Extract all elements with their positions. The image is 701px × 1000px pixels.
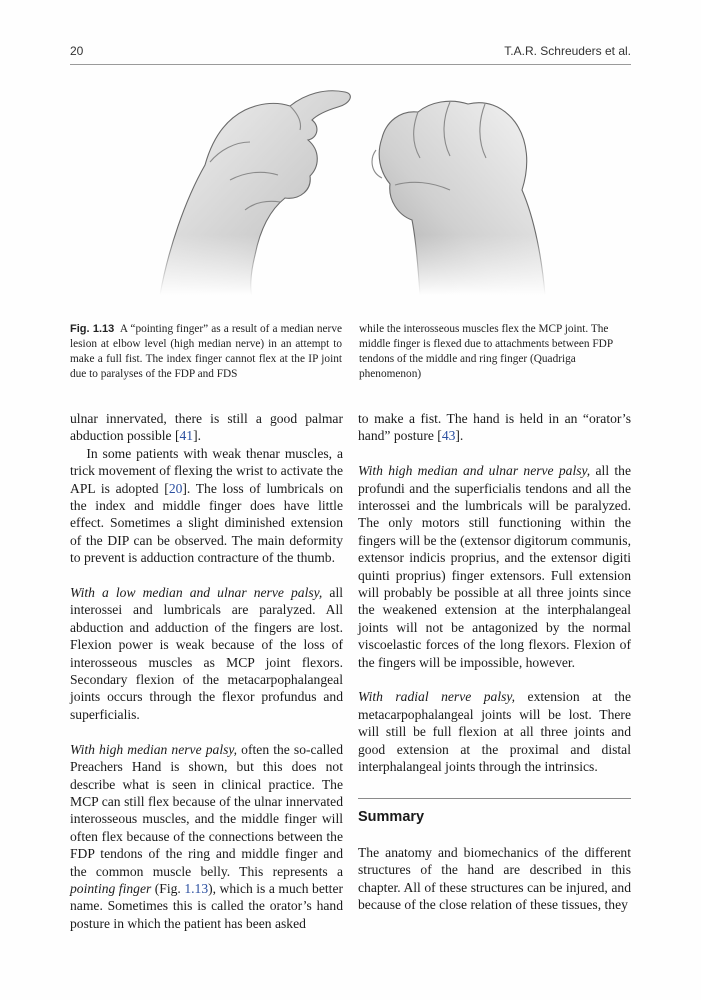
figure-caption-part-1 <box>70 322 342 382</box>
paragraph: With high median nerve palsy, often the so-called Preachers Hand is shown, but this does not describe what is seen in clinical practice. The MCP can still flex because of the ulnar innervated interosseous muscles, and the middle finger will often flex because of the connections between the FDP tendons of the ring and middle finger and the common muscle belly. This represents a pointing finger (Fig. 1.13), which is a much better name. Sometimes this is called the orator’s hand posture in which the patient has been asked <box>70 741 344 931</box>
citation-link[interactable]: 43 <box>441 428 456 444</box>
paragraph: to make a fist. The hand is held in an “orator’s hand” posture [43]. <box>358 411 631 444</box>
citation-link[interactable]: 41 <box>179 428 194 444</box>
paragraph: The anatomy and biomechanics of the different structures of the hand are described in this chapter. All of these structures can be injured, and because of the close relation of these tissues, they <box>358 844 631 913</box>
right-text-column <box>358 410 631 914</box>
running-authors: T.A.R. Schreuders et al. <box>504 44 631 58</box>
page-number: 20 <box>70 44 84 58</box>
hands-drawing <box>150 80 550 295</box>
caption-text-1: A “pointing finger” as a result of a median nerve lesion at elbow level (high median nerve) in an attempt to make a full fist. The index finger cannot flex at the IP joint due to paralyses of the FDP and FDS <box>70 323 342 380</box>
figure-label: Fig. 1.13 <box>70 323 115 335</box>
section-divider <box>358 798 631 799</box>
caption-text-2: while the interosseous muscles flex the MCP joint. The middle finger is flexed due to attachments between FDP tendons of the middle and ring finger (Quadriga phenomenon) <box>359 323 613 380</box>
running-header <box>70 44 631 65</box>
left-text-column <box>70 410 343 932</box>
paragraph: In some patients with weak thenar muscles, a trick movement of flexing the wrist to activate the APL is adopted [20]. The loss of lumbricals on the index and middle finger does have little effect. Sometimes a slight diminished extension of the DIP can be observed. The main deformity to prevent is adduction contracture of the thumb. <box>70 445 344 566</box>
figure-reference-link[interactable]: 1.13 <box>184 880 209 896</box>
paragraph: With high median and ulnar nerve palsy, all the profundi and the superficialis tendons and all the interossei and the lumbricals will be paralyzed. The only motors still functioning within the fingers will be the (extensor digitorum communis, extensor indicis proprius, and the extensor digiti quinti proprius) finger extensors. Full extension will probably be possible at all three joints since the weakened extension at the interphalangeal joints will not be antagonized by the normal viscoelastic forces of the long flexors. Flexion of the fingers will be impossible, however. <box>358 463 631 670</box>
figure-hands-illustration <box>150 80 550 295</box>
paragraph: With a low median and ulnar nerve palsy, all interossei and lumbricals are paralyzed. All abduction and adduction of the fingers are lost. Flexion power is weak because of the loss of interosseous muscles as MCP joint flexors. Secondary flexion of the metacarpophalangeal joints occurs through the flexor profundus and superficialis. <box>70 585 343 722</box>
citation-link[interactable]: 20 <box>168 480 183 496</box>
figure-caption-part-2 <box>359 322 631 382</box>
section-title-summary: Summary <box>358 808 425 825</box>
paragraph: ulnar innervated, there is still a good palmar abduction possible [41]. <box>70 411 343 444</box>
paragraph: With radial nerve palsy, extension at the metacarpophalangeal joints will be lost. There will still be full flexion at all three joints and good extension at the proximal and distal interphalangeal joints through the intrinsics. <box>358 689 632 775</box>
figure-fade <box>150 80 550 295</box>
